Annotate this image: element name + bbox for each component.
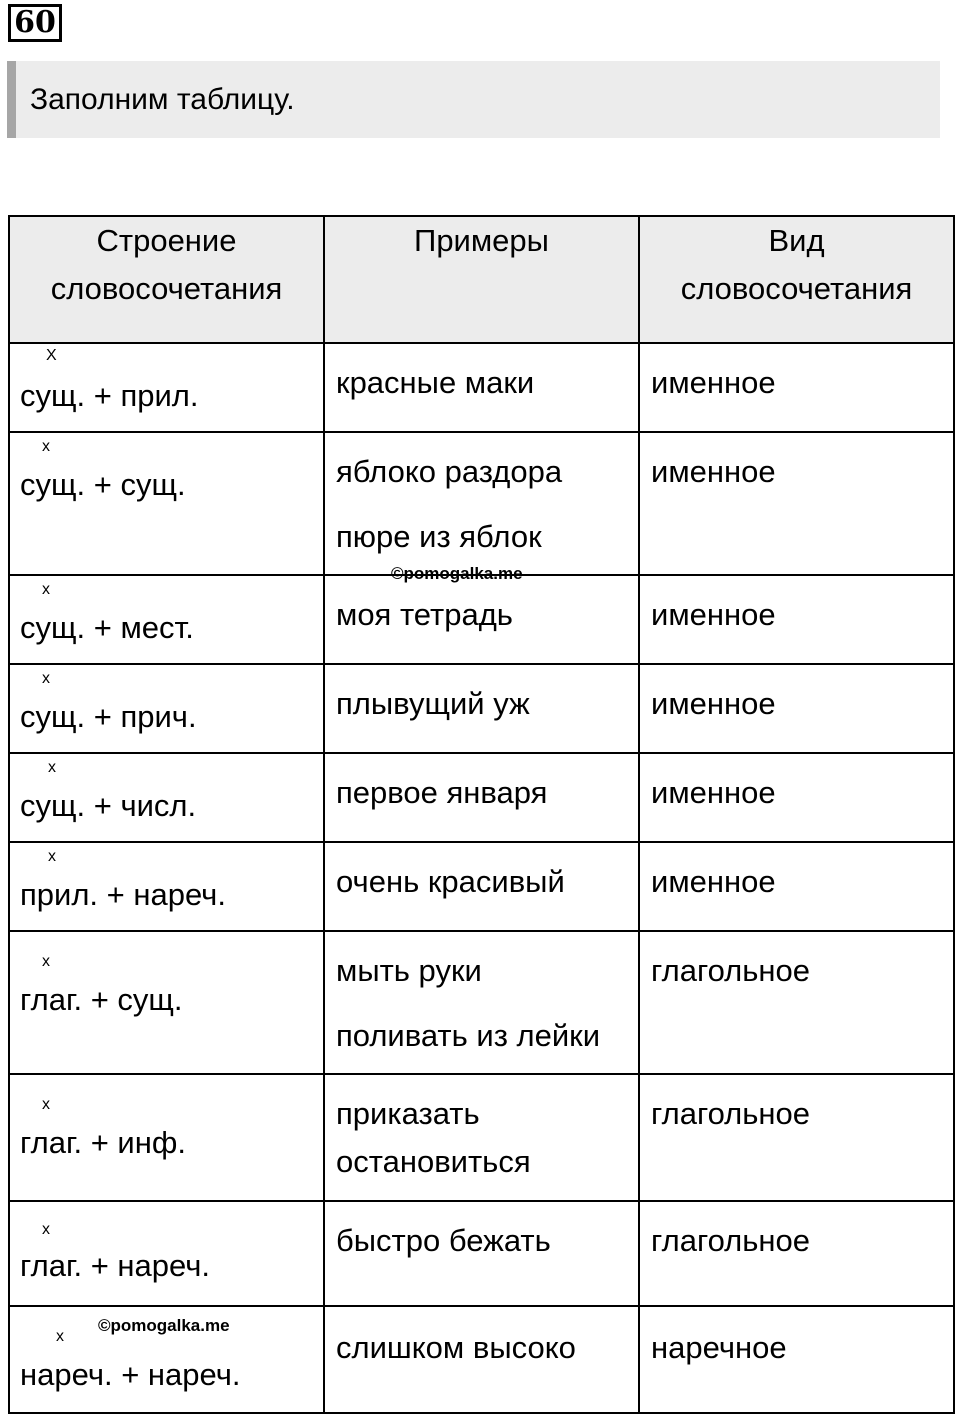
structure-cell xyxy=(9,753,324,842)
example-cell xyxy=(324,1074,639,1201)
collocation-table xyxy=(8,215,955,1414)
example-line: поливать из лейки xyxy=(336,1018,601,1053)
stress-mark: x xyxy=(48,848,56,865)
table-row xyxy=(9,1201,954,1306)
instruction-text: Заполним таблицу. xyxy=(30,83,295,116)
instruction-banner xyxy=(7,61,940,138)
structure-text: сущ. + сущ. xyxy=(20,467,186,502)
structure-text: прил. + нареч. xyxy=(20,877,226,912)
example-cell xyxy=(324,343,639,432)
example-line: слишком высоко xyxy=(336,1330,576,1365)
kind-cell: глагольное xyxy=(639,1201,954,1306)
kind-cell: именное xyxy=(639,664,954,753)
example-cell xyxy=(324,1201,639,1306)
stress-mark: x xyxy=(42,1096,50,1113)
structure-cell xyxy=(9,575,324,664)
example-line: плывущий уж xyxy=(336,686,530,721)
structure-text: глаг. + сущ. xyxy=(20,982,183,1017)
kind-cell: глагольное xyxy=(639,931,954,1074)
kind-cell: именное xyxy=(639,343,954,432)
stress-mark: x xyxy=(48,759,56,776)
structure-cell xyxy=(9,343,324,432)
stress-mark: x xyxy=(42,1221,50,1238)
stress-mark: x xyxy=(42,581,50,598)
stress-mark: x xyxy=(56,1328,64,1345)
structure-text: нареч. + нареч. xyxy=(20,1357,241,1392)
structure-cell xyxy=(9,1201,324,1306)
example-cell xyxy=(324,931,639,1074)
example-line: красные маки xyxy=(336,365,535,400)
table-row xyxy=(9,931,954,1074)
stress-mark: x xyxy=(42,953,50,970)
header-kind: Вид словосочетания xyxy=(639,216,954,343)
header-examples: Примеры xyxy=(324,216,639,343)
example-line: пюре из яблок xyxy=(336,519,542,554)
example-line: остановиться xyxy=(336,1144,531,1179)
watermark: ©pomogalka.me xyxy=(98,1316,230,1335)
structure-cell xyxy=(9,842,324,931)
kind-cell: именное xyxy=(639,432,954,575)
table-row xyxy=(9,343,954,432)
example-line: моя тетрадь xyxy=(336,597,513,632)
example-cell xyxy=(324,753,639,842)
example-cell xyxy=(324,842,639,931)
structure-text: сущ. + числ. xyxy=(20,788,197,823)
structure-text: глаг. + нареч. xyxy=(20,1248,210,1283)
example-cell xyxy=(324,1306,639,1413)
example-line: мыть руки xyxy=(336,953,482,988)
example-cell xyxy=(324,432,639,583)
table-header-row xyxy=(9,216,954,343)
structure-text: сущ. + мест. xyxy=(20,610,194,645)
kind-cell: именное xyxy=(639,842,954,931)
example-line: приказать xyxy=(336,1096,480,1131)
example-cell xyxy=(324,664,639,753)
example-line: первое января xyxy=(336,775,548,810)
kind-cell: глагольное xyxy=(639,1074,954,1201)
table-row xyxy=(9,664,954,753)
structure-text: сущ. + прич. xyxy=(20,699,197,734)
example-line: яблоко раздора xyxy=(336,454,563,489)
table-row xyxy=(9,842,954,931)
kind-cell: именное xyxy=(639,753,954,842)
stress-mark: X xyxy=(46,347,57,364)
structure-text: глаг. + инф. xyxy=(20,1125,186,1160)
table-row xyxy=(9,1306,954,1413)
structure-text: сущ. + прил. xyxy=(20,378,199,413)
stress-mark: x xyxy=(42,438,50,455)
structure-cell xyxy=(9,931,324,1074)
kind-cell: именное xyxy=(639,575,954,664)
table-row xyxy=(9,432,954,575)
example-cell xyxy=(324,575,639,664)
example-line: очень красивый xyxy=(336,864,565,899)
structure-cell xyxy=(9,664,324,753)
example-line: быстро бежать xyxy=(336,1223,551,1258)
table-row xyxy=(9,753,954,842)
stress-mark: x xyxy=(42,670,50,687)
kind-cell: наречное xyxy=(639,1306,954,1413)
header-structure: Строение словосочетания xyxy=(9,216,324,343)
structure-cell xyxy=(9,1074,324,1201)
structure-cell xyxy=(9,432,324,575)
table-row xyxy=(9,575,954,664)
table-row xyxy=(9,1074,954,1201)
watermark: ©pomogalka.me xyxy=(391,564,523,583)
structure-cell xyxy=(9,1306,324,1413)
exercise-number: 60 xyxy=(8,4,62,42)
